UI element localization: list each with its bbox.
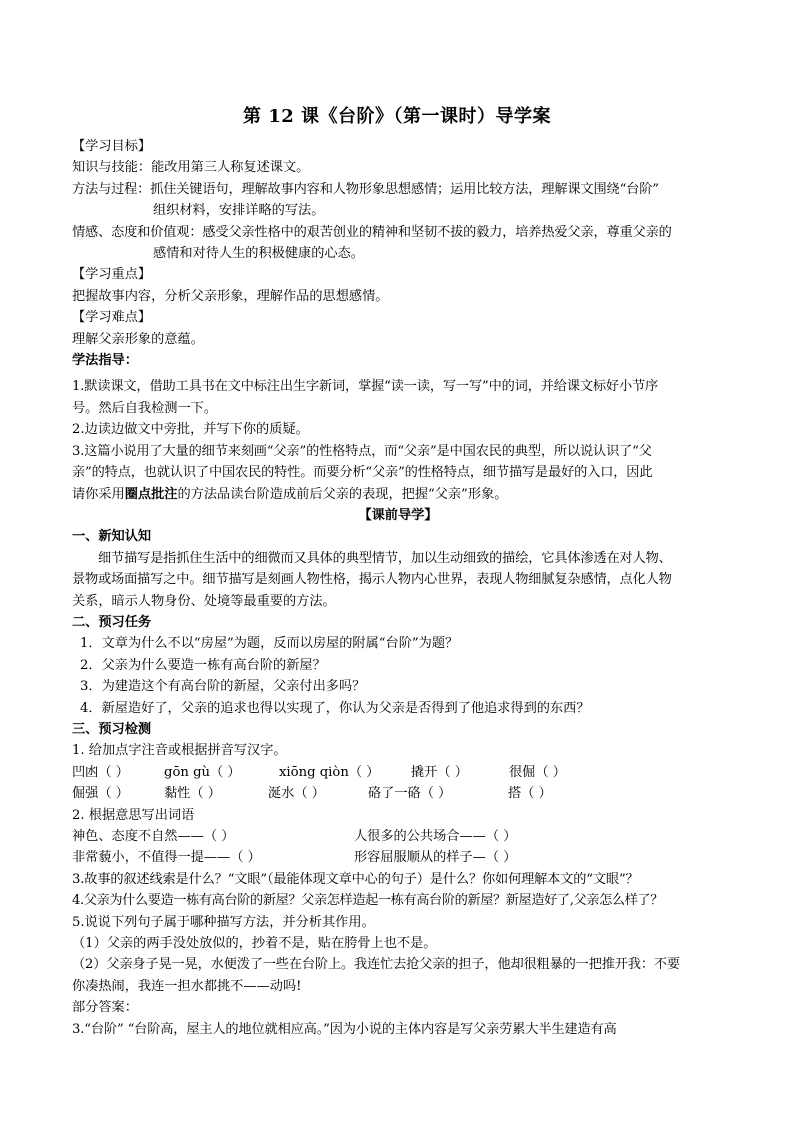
goal-knowledge: 知识与技能：能改用第三人称复述课文。 — [72, 160, 310, 176]
method-p3-pre: 请你采用 — [72, 486, 125, 502]
word-item: 形容屈服顺从的样子—（ ） — [354, 850, 517, 866]
pinyin-item: 很倔（ ） — [509, 764, 566, 780]
difficulty-heading: 【学习难点】 — [72, 310, 152, 326]
method-heading: 学法指导： — [72, 353, 138, 369]
pinyin-item: gōn gù（ ） — [164, 764, 241, 780]
section1-line3: 关系，暗示人物身份、处境等最重要的方法。 — [72, 593, 336, 609]
task-q3: 3．为建造这个有高台阶的新屋，父亲付出多吗？ — [80, 679, 366, 695]
sentence-2-line2: 你凑热闹，我连一担水都挑不——动吗! — [72, 978, 302, 994]
check-q4: 4.父亲为什么要造一栋有高台阶的新屋？父亲怎样造起一栋有高台阶的新屋？新屋造好了,父亲怎么样了？ — [72, 893, 664, 909]
section1-line1: 细节描写是指抓住生活中的细微而又具体的典型情节，加以生动细致的描绘，它具体渗透在对人物、 — [98, 550, 672, 566]
pinyin-row-1 — [72, 762, 724, 783]
pinyin-item: 凹凼（ ） — [72, 764, 129, 780]
answer-3: 3.“台阶” “台阶高，屋主人的地位就相应高。”因为小说的主体内容是写父亲劳累大半生建造有高 — [72, 1021, 617, 1037]
document-body — [72, 136, 724, 1040]
method-p1-line2: 号。然后自我检测一下。 — [72, 400, 218, 416]
difficulty-text: 理解父亲形象的意蕴。 — [72, 331, 204, 347]
answers-heading: 部分答案： — [72, 1000, 138, 1016]
method-p3-line1: 3.这篇小说用了大量的细节来刻画“父亲”的性格特点，而“父亲”是中国农民的典型，所以说认识了“父 — [72, 443, 652, 459]
check-q5: 5.说说下列句子属于哪种描写方法，并分析其作用。 — [72, 914, 375, 930]
method-p3-line2: 亲”的特点，也就认识了中国农民的特性。而要分析“父亲”的性格特点，细节描写是最好的入口，因此 — [72, 465, 653, 481]
method-p1-line1: 1.默读课文，借助工具书在文中标注出生字新词，掌握“读一读，写一写”中的词，并给课文标好小节序 — [72, 379, 659, 395]
goals-heading: 【学习目标】 — [72, 139, 152, 154]
pinyin-item: 倔强（ ） — [72, 786, 129, 802]
pinyin-item: 搭（ ） — [508, 786, 552, 802]
section2-heading: 二、预习任务 — [72, 614, 152, 630]
pinyin-row-2 — [72, 783, 724, 804]
goal-emotion-line1: 情感、态度和价值观：感受父亲性格中的艰苦创业的精神和坚韧不拔的毅力，培养热爱父亲，尊重父亲的 — [72, 224, 672, 240]
word-row-2 — [72, 847, 724, 868]
focus-text: 把握故事内容，分析父亲形象，理解作品的思想感情。 — [72, 288, 389, 304]
task-q4: 4．新屋造好了，父亲的追求也得以实现了，你认为父亲是否得到了他追求得到的东西？ — [80, 700, 590, 716]
goal-method-line1: 方法与过程：抓住关键语句，理解故事内容和人物形象思想感情；运用比较方法，理解课文围绕“台阶” — [72, 181, 659, 197]
task-q2: 2．父亲为什么要造一栋有高台阶的新屋？ — [80, 657, 326, 673]
pinyin-item: 涎水（ ） — [268, 786, 325, 802]
word-row-1 — [72, 826, 724, 847]
method-p3-bold: 圈点批注 — [124, 486, 178, 502]
method-p3-line3 — [72, 484, 724, 505]
task-q1: 1．文章为什么不以“房屋”为题，反而以房屋的附属“台阶”为题？ — [80, 636, 459, 652]
check-q3: 3.故事的叙述线索是什么？“文眼”（最能体现文章中心的句子）是什么？你如何理解本文的“文眼”？ — [72, 871, 639, 887]
check-q2: 2. 根据意思写出词语 — [72, 807, 195, 823]
page-title: 第 12 课《台阶》（第一课时）导学案 — [242, 106, 552, 127]
method-p3-post: 的方法品读台阶造成前后父亲的表现，把握“父亲”形象。 — [177, 486, 508, 502]
section1-heading: 一、新知认知 — [72, 529, 152, 545]
pinyin-item: 撬开（ ） — [411, 764, 468, 780]
word-item: 神色、态度不自然——（ ） — [72, 829, 235, 844]
check-q1: 1. 给加点字注音或根据拼音写汉字。 — [72, 743, 287, 759]
focus-heading: 【学习重点】 — [72, 267, 152, 283]
goal-method-line2: 组织材料，安排详略的写法。 — [153, 203, 325, 219]
sentence-1: （1）父亲的两手没处放似的，抄着不是，贴在胯骨上也不是。 — [72, 936, 437, 952]
pinyin-item: xiōng qiòn（ ） — [279, 764, 380, 780]
method-p2: 2.边读边做文中旁批，并写下你的质疑。 — [72, 422, 309, 438]
word-item: 人很多的公共场合——（ ） — [354, 829, 517, 844]
preview-heading: 【课前导学】 — [358, 507, 438, 523]
section3-heading: 三、预习检测 — [72, 721, 152, 737]
word-item: 非常藐小，不值得一提——（ ） — [72, 850, 261, 866]
section1-line2: 景物或场面描写之中。细节描写是刻画人物性格，揭示人物内心世界，表现人物细腻复杂感情，点化人物 — [72, 572, 672, 588]
pinyin-item: 黏性（ ） — [164, 786, 221, 802]
goal-emotion-line2: 感情和对待人生的积极健康的心态。 — [153, 246, 364, 262]
pinyin-item: 硌了一硌（ ） — [368, 786, 452, 802]
sentence-2-line1: （2）父亲身子晃一晃，水便泼了一些在台阶上。我连忙去抢父亲的担子，他却很粗暴的一把推开我：不要 — [72, 957, 680, 973]
